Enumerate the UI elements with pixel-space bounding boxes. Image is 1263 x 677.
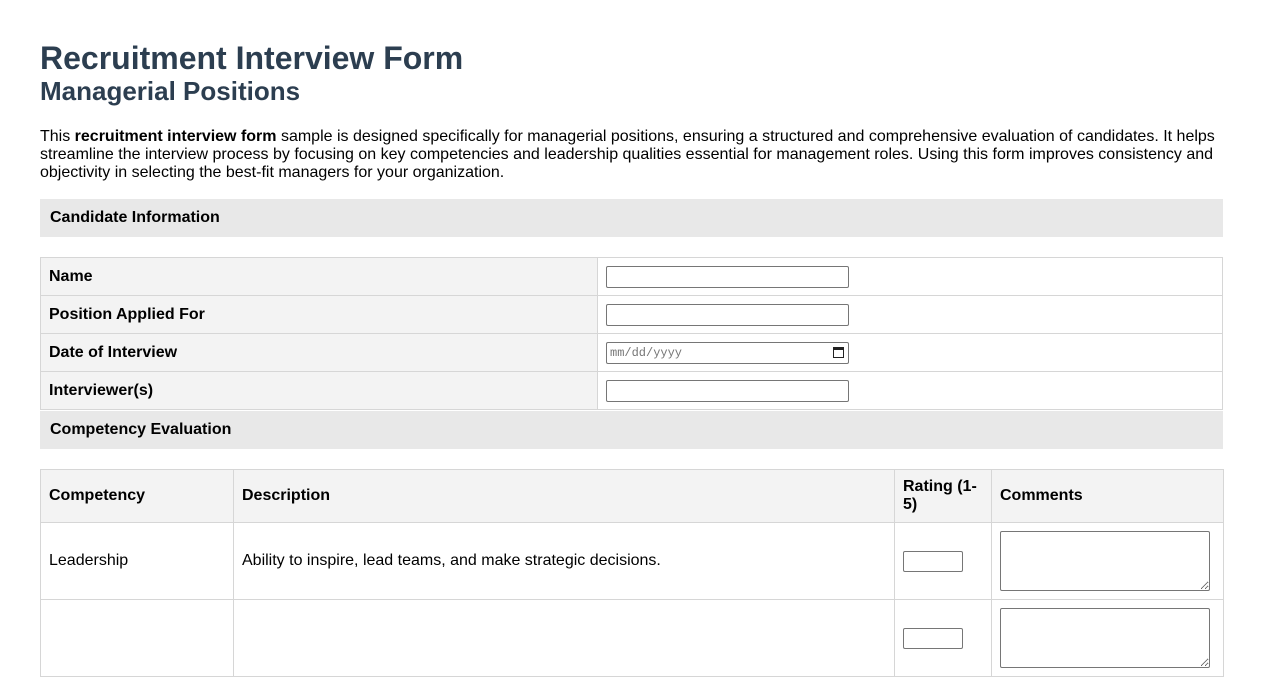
comments-textarea[interactable] (1000, 608, 1210, 668)
rating-cell (895, 523, 992, 600)
candidate-info-header: Candidate Information (40, 199, 1223, 237)
intro-text-end: sample is designed specifically for managerial positions, ensuring a structured and comprehensive evaluation of candidates. It helps streamline the interview process by focusing on key competencies and leadership qualities essential for management roles. Using this form improves consistency and objectivity in selecting the best-fit managers for your organization. (40, 128, 1215, 181)
competency-description (234, 600, 895, 677)
interview-date-cell (598, 334, 1223, 372)
position-cell (598, 296, 1223, 334)
table-row (41, 600, 1224, 677)
page-title: Recruitment Interview Form (40, 40, 464, 76)
interview-date-label: Date of Interview (41, 334, 598, 372)
table-row (41, 523, 1224, 600)
rating-input[interactable] (903, 628, 963, 649)
competency-name: Leadership (41, 523, 234, 600)
comments-textarea[interactable] (1000, 531, 1210, 591)
name-input[interactable] (606, 266, 849, 288)
competency-description: Ability to inspire, lead teams, and make strategic decisions. (234, 523, 895, 600)
position-label: Position Applied For (41, 296, 598, 334)
table-row (41, 258, 1223, 296)
interview-date-input[interactable] (606, 342, 849, 364)
interviewers-input[interactable] (606, 380, 849, 402)
candidate-info-table (40, 257, 1223, 410)
competency-eval-header: Competency Evaluation (40, 411, 1223, 449)
date-picker (606, 342, 849, 364)
competency-name (41, 600, 234, 677)
name-label: Name (41, 258, 598, 296)
name-cell (598, 258, 1223, 296)
intro-paragraph (40, 128, 1223, 182)
intro-text-start: This (40, 128, 75, 145)
table-header-row (41, 470, 1224, 523)
rating-cell (895, 600, 992, 677)
interviewers-label: Interviewer(s) (41, 372, 598, 410)
intro-bold-text: recruitment interview form (74, 128, 277, 145)
position-input[interactable] (606, 304, 849, 326)
table-row (41, 372, 1223, 410)
table-row (41, 334, 1223, 372)
page-subtitle: Managerial Positions (40, 76, 301, 106)
column-header-rating: Rating (1-5) (895, 470, 992, 523)
column-header-comments: Comments (992, 470, 1224, 523)
interviewers-cell (598, 372, 1223, 410)
column-header-description: Description (234, 470, 895, 523)
column-header-competency: Competency (41, 470, 234, 523)
comments-cell (992, 523, 1224, 600)
comments-cell (992, 600, 1224, 677)
rating-input[interactable] (903, 551, 963, 572)
table-row (41, 296, 1223, 334)
competency-table (40, 469, 1224, 677)
